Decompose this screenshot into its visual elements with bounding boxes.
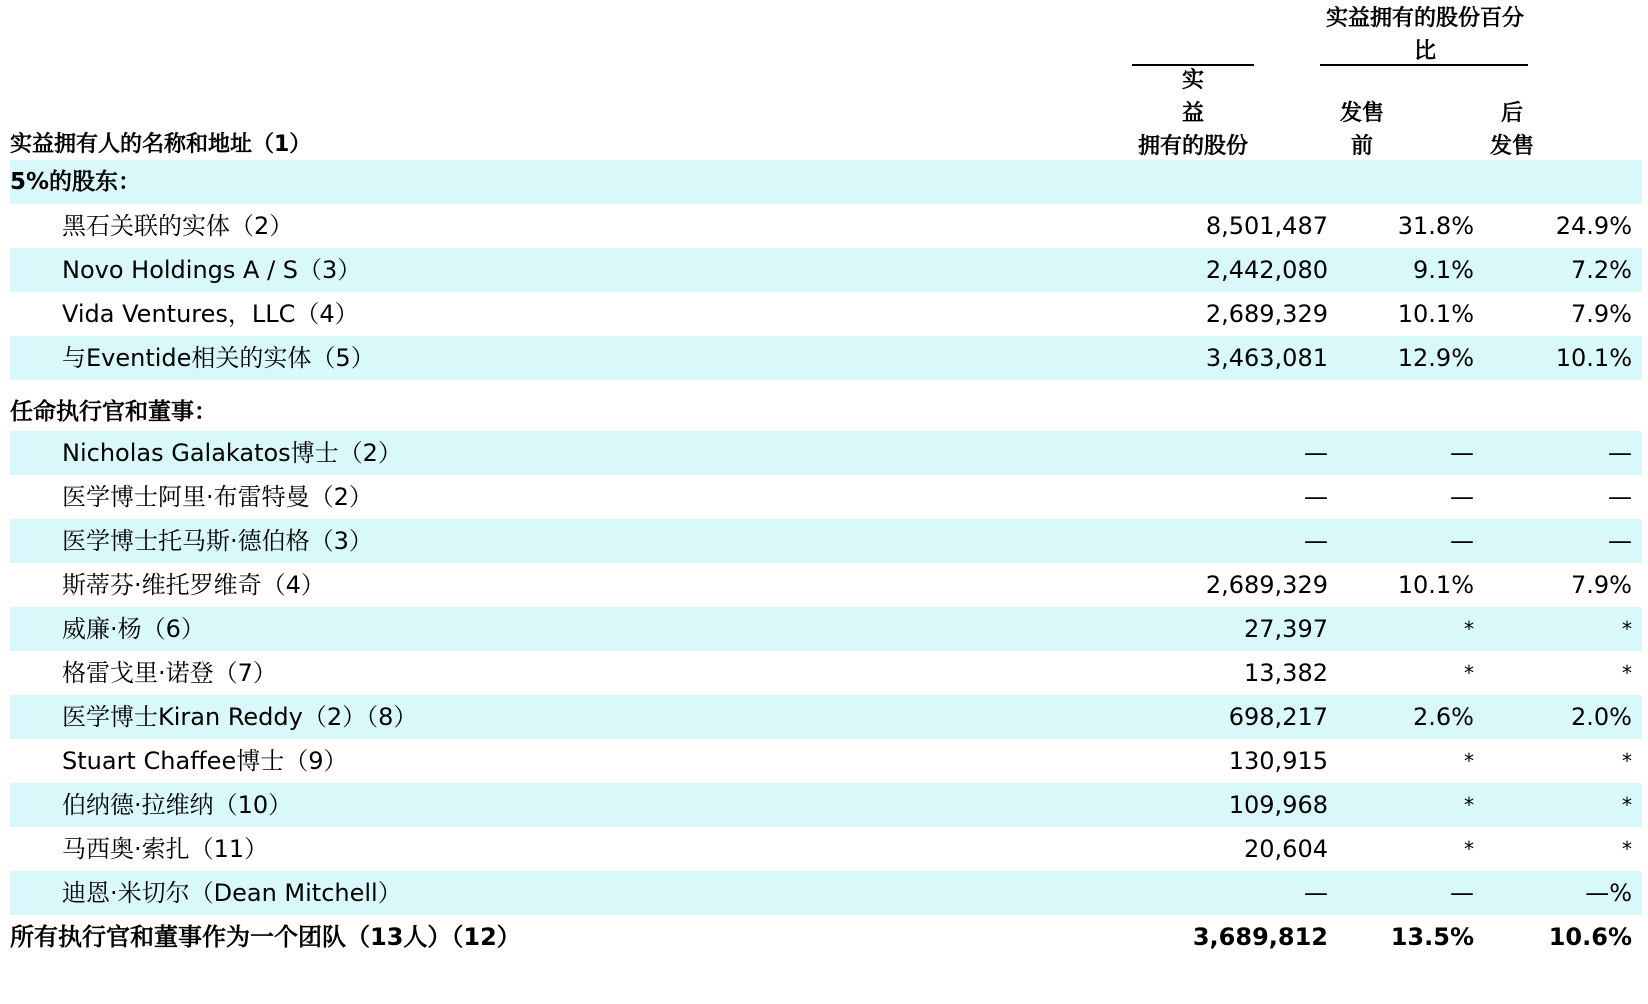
pre-offering-percent: 10.1% xyxy=(1397,300,1474,328)
shares-value: — xyxy=(1304,439,1328,467)
shares-value: 109,968 xyxy=(1228,791,1328,819)
table-row xyxy=(10,651,1642,695)
pre-offering-percent: 12.9% xyxy=(1397,344,1474,372)
shares-value: 8,501,487 xyxy=(1205,212,1328,240)
post-offering-percent: 10.1% xyxy=(1555,344,1632,372)
table-row xyxy=(10,827,1642,871)
holder-name: 威廉·杨（6） xyxy=(62,615,205,643)
post-header-line2: 发售 xyxy=(1489,134,1534,159)
post-offering-header xyxy=(1472,97,1552,163)
shares-value: 698,217 xyxy=(1228,703,1328,731)
table-row xyxy=(10,292,1642,336)
holder-name: 与Eventide相关的实体（5） xyxy=(62,344,375,372)
percent-group-underline xyxy=(1320,64,1528,66)
table-row xyxy=(10,607,1642,651)
shares-value: 27,397 xyxy=(1244,615,1328,643)
pre-offering-percent: * xyxy=(1464,661,1474,685)
total-pre-offering-percent: 13.5% xyxy=(1390,923,1474,951)
section-row xyxy=(10,160,1642,204)
total-row xyxy=(10,915,1642,959)
pre-offering-percent: — xyxy=(1450,527,1474,555)
holder-name: 伯纳德·拉维纳（10） xyxy=(62,791,293,819)
post-offering-percent: * xyxy=(1622,749,1632,773)
post-offering-percent: 7.9% xyxy=(1571,571,1632,599)
holder-name: 黑石关联的实体（2） xyxy=(62,212,294,240)
post-offering-percent: 2.0% xyxy=(1571,703,1632,731)
shares-value: — xyxy=(1304,879,1328,907)
total-post-offering-percent: 10.6% xyxy=(1548,923,1632,951)
holder-name: 医学博士Kiran Reddy（2）（8） xyxy=(62,703,418,731)
table-row xyxy=(10,204,1642,248)
pre-offering-percent: * xyxy=(1464,617,1474,641)
pre-offering-percent: 10.1% xyxy=(1397,571,1474,599)
pre-offering-percent: * xyxy=(1464,793,1474,817)
ownership-table xyxy=(10,0,1642,1004)
section-label: 任命执行官和董事： xyxy=(10,399,217,425)
holder-name: 医学博士托马斯·德伯格（3） xyxy=(62,527,373,555)
table-row xyxy=(10,431,1642,475)
pre-offering-percent: — xyxy=(1450,483,1474,511)
pre-offering-percent: — xyxy=(1450,879,1474,907)
shares-value: 20,604 xyxy=(1244,835,1328,863)
post-offering-percent: * xyxy=(1622,793,1632,817)
holder-name: 格雷戈里·诺登（7） xyxy=(62,659,277,687)
shares-value: 130,915 xyxy=(1228,747,1328,775)
pre-header-line1: 发售 xyxy=(1339,101,1384,126)
pre-offering-percent: * xyxy=(1464,837,1474,861)
table-row xyxy=(10,739,1642,783)
table-row xyxy=(10,519,1642,563)
table-row xyxy=(10,248,1642,292)
pre-offering-header xyxy=(1322,97,1402,163)
pre-offering-percent: 31.8% xyxy=(1397,212,1474,240)
table-row xyxy=(10,563,1642,607)
name-header: 实益拥有人的名称和地址（1） xyxy=(10,132,312,157)
shares-header-line1: 实 xyxy=(1181,68,1204,93)
holder-name: Stuart Chaffee博士（9） xyxy=(62,747,348,775)
pre-offering-percent: * xyxy=(1464,749,1474,773)
section-label: 5%的股东： xyxy=(10,169,142,195)
section-row xyxy=(10,390,1642,434)
pre-offering-percent: 2.6% xyxy=(1413,703,1474,731)
total-label: 所有执行官和董事作为一个团队（13人）（12） xyxy=(10,923,521,951)
holder-name: 斯蒂芬·维托罗维奇（4） xyxy=(62,571,325,599)
shares-value: 3,463,081 xyxy=(1205,344,1328,372)
holder-name: 迪恩·米切尔（Dean Mitchell） xyxy=(62,879,402,907)
post-offering-percent: * xyxy=(1622,661,1632,685)
shares-header-line2: 益 xyxy=(1181,101,1204,126)
post-offering-percent: 24.9% xyxy=(1555,212,1632,240)
table-row xyxy=(10,695,1642,739)
table-row xyxy=(10,336,1642,380)
holder-name: 医学博士阿里·布雷特曼（2） xyxy=(62,483,373,511)
post-header-line1: 后 xyxy=(1500,101,1523,126)
holder-name: Novo Holdings A / S（3） xyxy=(62,256,362,284)
holder-name: Nicholas Galakatos博士（2） xyxy=(62,439,402,467)
post-offering-percent: * xyxy=(1622,837,1632,861)
shares-value: 2,689,329 xyxy=(1205,571,1328,599)
shares-value: — xyxy=(1304,527,1328,555)
shares-value: — xyxy=(1304,483,1328,511)
post-offering-percent: — xyxy=(1608,439,1632,467)
post-offering-percent: 7.9% xyxy=(1571,300,1632,328)
table-row xyxy=(10,475,1642,519)
post-offering-percent: — xyxy=(1608,527,1632,555)
post-offering-percent: —% xyxy=(1585,879,1632,907)
post-offering-percent: — xyxy=(1608,483,1632,511)
shares-header-underline xyxy=(1132,64,1254,66)
table-row xyxy=(10,871,1642,915)
total-shares-value: 3,689,812 xyxy=(1192,923,1328,951)
pre-header-line2: 前 xyxy=(1350,134,1373,159)
pre-offering-percent: 9.1% xyxy=(1413,256,1474,284)
post-offering-percent: 7.2% xyxy=(1571,256,1632,284)
percent-group-header: 实益拥有的股份百分比 xyxy=(1325,6,1524,64)
shares-value: 2,689,329 xyxy=(1205,300,1328,328)
shares-header xyxy=(1132,64,1254,163)
table-row xyxy=(10,783,1642,827)
holder-name: Vida Ventures，LLC（4） xyxy=(62,300,359,328)
shares-value: 2,442,080 xyxy=(1205,256,1328,284)
holder-name: 马西奥·索扎（11） xyxy=(62,835,269,863)
pre-offering-percent: — xyxy=(1450,439,1474,467)
shares-header-line3: 拥有的股份 xyxy=(1137,134,1248,159)
shares-value: 13,382 xyxy=(1244,659,1328,687)
post-offering-percent: * xyxy=(1622,617,1632,641)
